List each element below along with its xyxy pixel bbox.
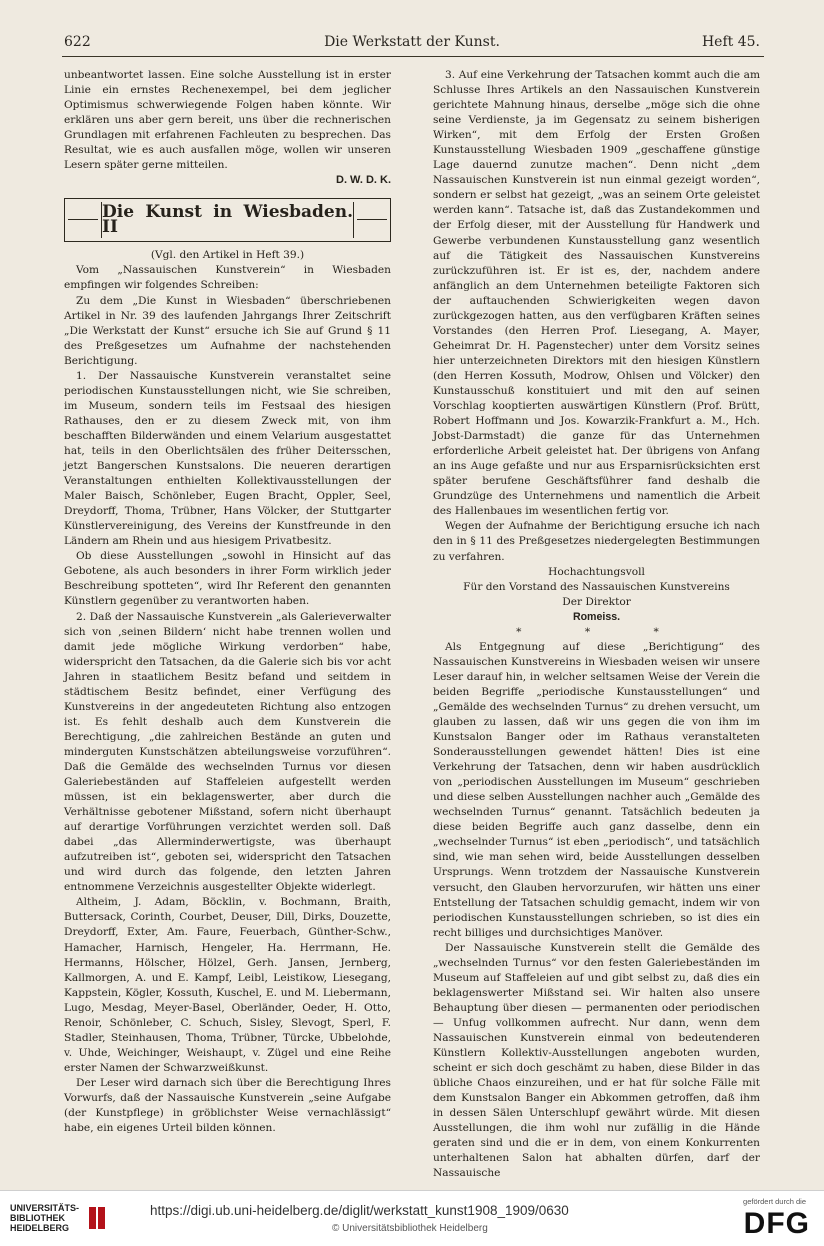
dfg-logo[interactable]: DFG xyxy=(743,1207,810,1240)
paragraph: Vom „Nassauischen Kunstverein“ in Wiesbaden empfingen wir folgendes Schreiben: xyxy=(64,264,391,292)
paragraph: unbeantwortet lassen. Eine solche Ausstellung ist in erster Linie ein ernstes Rechenexempel, bei dem jeglicher Optimismus schwerwiegende Folgen haben könnte. Wir erklären uns aber gern bereit, uns über die rechnerischen Grundlagen mit erfahrenen Fachleuten zu besprechen. Das Resultat, wie es auch ausfallen möge, wollen wir unseren Lesern später gerne mitteilen. xyxy=(64,69,391,172)
paragraph: 1. Der Nassauische Kunstverein veranstaltet seine periodischen Kunstausstellungen nicht, wie Sie schreiben, im Museum, sondern teils im Festsaal des hiesigen Rathauses, den er zu diesem Zweck mit, von ihm beschafften Bilderwänden und einem Velarium ausgestattet hat, teils in den Oberlichtsälen des früher Deitersschen, jetzt Bangerschen Kunstsalons. Die neueren derartigen Veranstaltungen enthielten Kollektivausstellungen der Maler Baisch, Schönleber, Eugen Bracht, Oppler, Seel, Dreydorff, Thoma, Trübner, Hans Völcker, der Stuttgarter Künstlervereinigung, des Vereins der Kunstfreunde in den Ländern am Rhein und aus hiesigem Privatbesitz. xyxy=(64,369,391,548)
closing-line: Für den Vorstand des Nassauischen Kunstvereins xyxy=(463,580,730,593)
copyright-notice: © Universitätsbibliothek Heidelberg xyxy=(332,1223,488,1234)
paragraph: 2. Daß der Nassauische Kunstverein „als Galerieverwalter sich von ‚seinen Bildern‘ nicht habe trennen wollen und damit jede mögliche Wirkung verdorben“ habe, widerspricht den Tatsachen, da die Galerie sich bis vor acht Jahren in staatlichem Besitz befand und seitdem in städtischem Besitz befindet, einer Verfügung des Kunstvereins in der angedeuteten Richtung also entzogen ist. Es fehlt deshalb auch dem Kunstverein die Berechtigung, „die zahlreichen Bestände an guten und minderguten Kunstschätzen abteilungsweise vorzuführen“. Daß die Gemälde des wechselnden Turnus vor diesen Galeriebeständen auf Staffeleien aufgestellt werden müssen, ist ein beklagenswerter, aber durch die Verhältnisse gebotener Mißstand, sofern nicht überhaupt auf derartige Vorführungen verzichtet werden soll. Daß dabei „das Allerminderwertigste, was überhaupt aufzutreiben ist“, geboten sei, widerspricht den Tatsachen und wird durch das folgende, den letzten Jahren entnommene Verzeichnis ausgestellter Objekte widerlegt. xyxy=(64,610,391,894)
paragraph: 3. Auf eine Verkehrung der Tatsachen kommt auch die am Schlusse Ihres Artikels an den Nassauischen Kunstverein gerichtete Mahnung hinaus, derselbe „möge sich die ohne seine Verdienste, ja im Gegensatz zu seinem bisherigen Wirken“, mit dem Erfolg der Ersten Großen Kunstausstellung Wiesbaden 1909 „geschaffene günstige Lage dauernd zunutze machen“. Denn nicht „dem Nassauischen Kunstverein ist nun einmal gezeigt worden“, sondern er selbst hat gezeigt, „was an seinem Orte geleistet werden kann“. Tatsache ist, daß das Zustandekommen und der Erfolg dieser, mit der Ausstellung für Handwerk und Gewerbe verbundenen Kunstausstellung ganz wesentlich auf die Tätigkeit des Nassauischen Kunstvereins zurückzuführen ist. Er ist es, der, nachdem andere anfänglich an dem Unternehmen beteiligte Faktoren sich der auftauchenden Schwierigkeiten wegen davon zurückgezogen hatten, aus den verfügbaren Kräften seines Vorstandes (den Herren Prof. Liesegang, A. Mayer, Geheimrat Dr. H. Pagenstecher) unter dem Vorsitz seines hier unterzeichneten Direktors mit den hiesigen Künstlern (den Herren Kossuth, Modrow, Ohlsen und Völcker) den Kunstausschuß konstituiert und mit den auf seinen Vorschlag kooptierten auswärtigen Künstlern (Prof. Brütt, Robert Hoffmann und Jos. Kowarzik-Frankfurt a. M., Hch. Jobst-Darmstadt) die ganze für das Unternehmen erforderliche Arbeit geleistet hat. Der übrigens von Anfang an ins Auge gefaßte und nur aus Ersparnisrücksichten erst später berufene Geschäftsführer fand deshalb die Grundzüge des Unternehmens und namentlich die Arbeit des Hallenbaues im wesentlichen fertig vor. xyxy=(433,69,760,518)
paragraph: Wegen der Aufnahme der Berichtigung ersuche ich nach den in § 11 des Preßgesetzes niedergelegten Bestimmungen zu verfahren. xyxy=(433,520,760,563)
author-initials: D. W. D. K. xyxy=(336,174,391,187)
paragraph: Der Nassauische Kunstverein stellt die Gemälde des „wechselnden Turnus“ vor den festen Galeriebeständen im Museum auf Staffeleien auf und gibt selbst zu, daß dies ein beklagenswerter Mißstand sei. Wir halten also unsere Behauptung über diesen — permanenten oder periodischen — Unfug vollkommen aufrecht. Nur dann, wenn dem Nassauischen Kunstverein einmal von bedeutenderen Künstlern Kollektiv-Ausstellungen angeboten wurden, scheint er sich doch geschämt zu haben, diese Bilder in das übliche Chaos einzureihen, und er hat für solche Fälle mit dem Kunstsalon Banger ein Abkommen getroffen, daß ihm in dessen Sälen Unterschlupf gewährt würde. Mit diesen Ausstellungen, die ihm wohl nur zufällig in die Hände geraten sind und die er in dem, von einem Konkurrenten unterhaltenen Salon hat abhalten dürfen, darf der Nassauische xyxy=(433,941,760,1180)
library-emblem-icon xyxy=(88,1205,106,1231)
section-title: Die Kunst in Wiesbaden. II xyxy=(102,202,353,238)
paragraph: Zu dem „Die Kunst in Wiesbaden“ überschriebenen Artikel in Nr. 39 des laufenden Jahrgangs Ihrer Zeitschrift „Die Werkstatt der Kunst“ ersuche ich Sie auf Grund § 11 des Preßgesetzes um Aufnahme der nachstehenden Berichtigung. xyxy=(64,294,391,367)
page-number: 622 xyxy=(64,34,91,50)
header-rule xyxy=(62,56,764,57)
running-header xyxy=(64,34,760,56)
funding-label: gefördert durch die xyxy=(743,1197,806,1206)
left-column xyxy=(64,68,391,1136)
permalink-url[interactable]: https://digi.ub.uni-heidelberg.de/diglit/werkstatt_kunst1908_1909/0630 xyxy=(150,1203,569,1218)
running-title: Die Werkstatt der Kunst. xyxy=(324,34,500,50)
paragraph: Der Leser wird darnach sich über die Berechtigung Ihres Vorwurfs, daß der Nassauische Kunstverein „seine Aufgabe (der Kunstpflege) in gröblichster Weise vernachlässigt“ habe, ein eigenes Urteil bilden können. xyxy=(64,1076,391,1135)
paragraph: Altheim, J. Adam, Böcklin, v. Bochmann, Braith, Buttersack, Corinth, Courbet, Deuser, Dill, Dirks, Douzette, Dreydorff, Exter, Am. Faure, Feuerbach, Günther-Schw., Hamacher, Harnisch, Hengeler, Ha. Herrmann, He. Hermanns, Hölscher, Hölzel, Gerh. Jansen, Jernberg, Kallmorgen, A. und E. Kampf, Leibl, Leistikow, Liesegang, Kappstein, Kögler, Kossuth, Kuschel, E. und M. Liebermann, Lugo, Mesdag, Meyer-Basel, Oberländer, Oeder, H. Otto, Renoir, Schönleber, C. Schuch, Sisley, Slevogt, Sperl, F. Stadler, Steinhausen, Thoma, Trübner, Türcke, Ubbelohde, v. Uhde, Weichinger, Weishaupt, v. Zügel und eine Reihe erster Namen der Schwarzweißkunst. xyxy=(64,896,391,1074)
signature: Romeiss. xyxy=(572,610,621,623)
right-column xyxy=(433,68,760,1181)
closing-line: Hochachtungsvoll xyxy=(548,565,645,578)
paragraph: Als Entgegnung auf diese „Berichtigung“ des Nassauischen Kunstvereins in Wiesbaden weisen wir unsere Leser darauf hin, in welcher seltsamen Weise der Verein die beiden Begriffe „periodische Kunstausstellungen“ und „Gemälde des wechselnden Turnus“ zu drehen versucht, um glauben zu lassen, daß wir uns gegen die von ihm im Kunstsalon Banger oder im Rathaus veranstalteten Sonderausstellungen gewendet hätten! Dies ist eine Verkehrung der Tatsachen, denn wir haben ausdrücklich von „periodischen Ausstellungen im Museum“ geschrieben und diese selben Ausstellungen nachher auch „Gemälde des wechselnden Turnus“ genannt. Tatsächlich bedeuten ja diese beiden Begriffe auch ganz dasselbe, denn ein „wechselnder Turnus“ ist eben „periodisch“, und tatsächlich sind, wie man sehen wird, beide Ausstellungen desselben Ursprungs. Wenn trotzdem der Nassauische Kunstverein versucht, den Glauben hervorzurufen, wir hätten uns einer Entstellung der Tatsachen schuldig gemacht, indem wir von periodischen Kunstausstellungen schrieben, so ist dies ein recht billiges und durchsichtiges Manöver. xyxy=(433,640,760,939)
issue-number: Heft 45. xyxy=(701,34,760,50)
library-logo[interactable]: UNIVERSITÄTS- BIBLIOTHEK HEIDELBERG xyxy=(10,1203,80,1233)
section-title-box xyxy=(64,198,391,242)
closing-line: Der Direktor xyxy=(562,595,631,608)
section-note: (Vgl. den Artikel in Heft 39.) xyxy=(150,249,305,262)
viewer-footer xyxy=(0,1190,824,1246)
paragraph: Ob diese Ausstellungen „sowohl in Hinsicht auf das Gebotene, als auch besonders in ihrer Form wirklich jeder Beschreibung spotteten“, wird Ihr Referent den genannten Künstlern gegenüber zu verantworten haben. xyxy=(64,550,391,608)
section-divider: * * * xyxy=(516,625,689,638)
